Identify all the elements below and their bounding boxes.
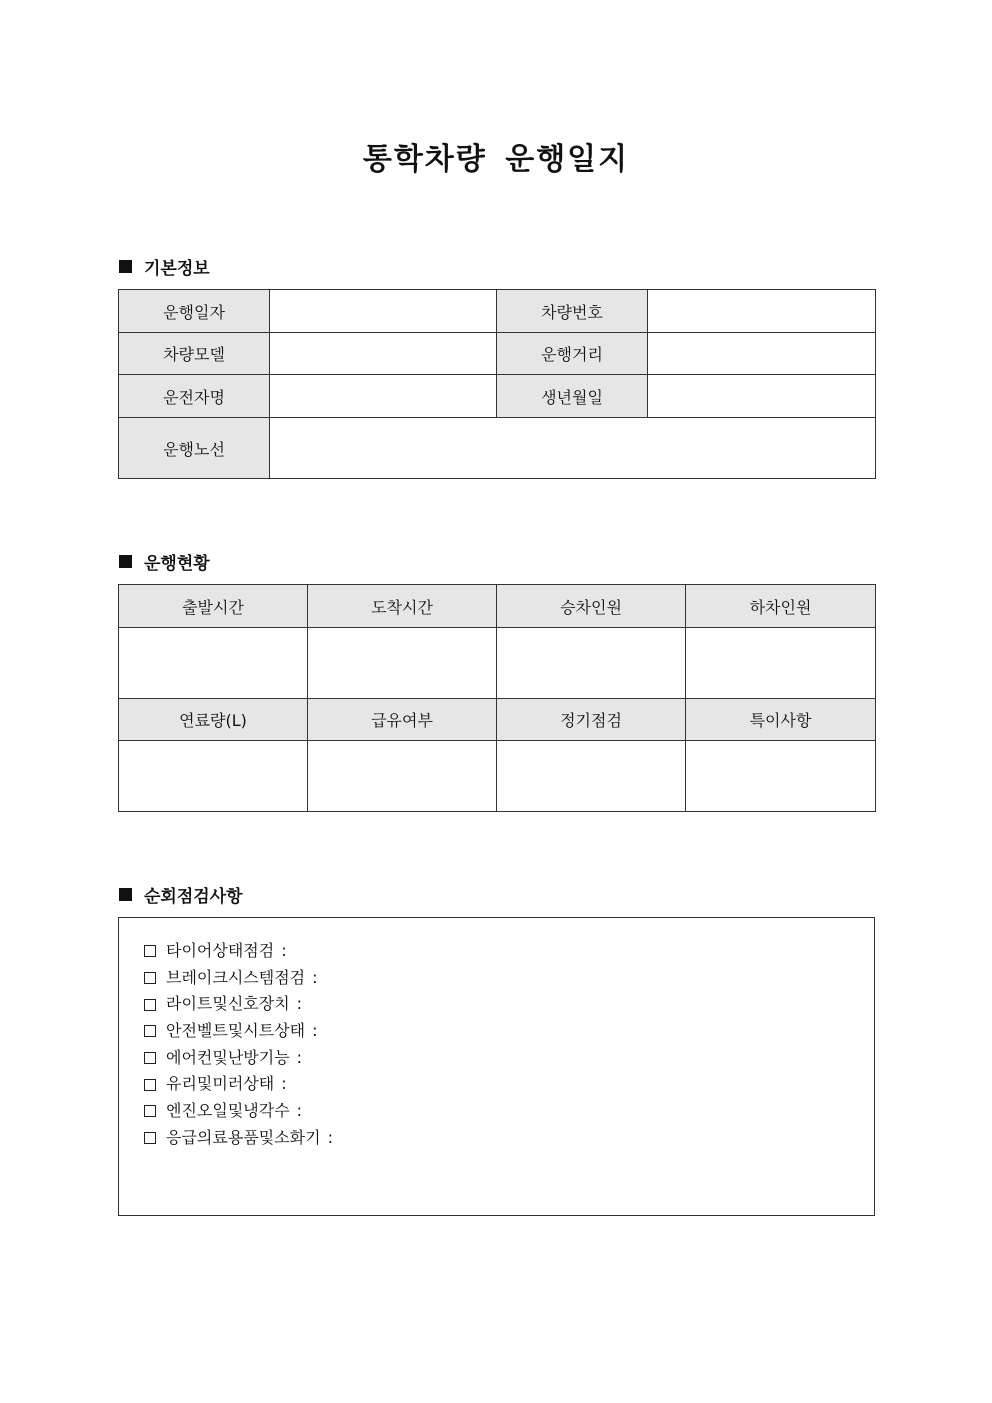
operation-heading-text: 운행현황 — [144, 554, 210, 574]
label-vehicle-model: 차량모델 — [119, 333, 270, 375]
vehicle-number-field[interactable] — [648, 290, 876, 333]
inspection-checklist-panel — [118, 917, 875, 1216]
birth-date-field[interactable] — [648, 375, 876, 418]
regular-inspection-field[interactable] — [497, 741, 686, 812]
header-alighting-count: 하차인원 — [686, 585, 876, 628]
table-row — [119, 741, 876, 812]
checklist-item-lights — [144, 991, 874, 1018]
checklist-item-seatbelt — [144, 1018, 874, 1045]
header-refuel-status: 급유여부 — [308, 699, 497, 741]
square-bullet-icon — [119, 260, 132, 273]
header-departure-time: 출발시간 — [119, 585, 308, 628]
departure-time-field[interactable] — [119, 628, 308, 699]
checklist-item-label: 라이트및신호장치 — [166, 994, 290, 1014]
checkbox[interactable] — [144, 999, 156, 1011]
boarding-count-field[interactable] — [497, 628, 686, 699]
route-field[interactable] — [270, 418, 876, 479]
checklist-separator: : — [327, 1127, 333, 1147]
checklist-item-engine-oil — [144, 1098, 874, 1125]
drive-distance-field[interactable] — [648, 333, 876, 375]
arrival-time-field[interactable] — [308, 628, 497, 699]
checklist-item-tire — [144, 938, 874, 965]
table-row — [119, 375, 876, 418]
checklist-item-label: 엔진오일및냉각수 — [166, 1101, 290, 1121]
table-row — [119, 699, 876, 741]
checklist-separator: : — [296, 994, 303, 1014]
checklist-separator: : — [281, 1074, 287, 1094]
inspection-checklist — [119, 918, 874, 1152]
table-row — [119, 418, 876, 479]
checkbox[interactable] — [144, 1052, 156, 1064]
driver-name-field[interactable] — [270, 375, 497, 418]
checklist-item-label: 응급의료용품및소화기 — [166, 1127, 321, 1147]
header-fuel-amount: 연료량(L) — [119, 699, 308, 741]
table-row — [119, 628, 876, 699]
checklist-item-first-aid — [144, 1125, 874, 1152]
label-driver-name: 운전자명 — [119, 375, 270, 418]
basic-info-table — [118, 289, 876, 479]
label-drive-date: 운행일자 — [119, 290, 270, 333]
checklist-item-label: 에어컨및난방기능 — [166, 1047, 290, 1067]
operation-table — [118, 584, 876, 812]
label-route: 운행노선 — [119, 418, 270, 479]
label-birth-date: 생년월일 — [497, 375, 648, 418]
drive-date-field[interactable] — [270, 290, 497, 333]
page-title: 통학차량 운행일지 — [362, 142, 630, 177]
square-bullet-icon — [119, 888, 132, 901]
table-row — [119, 585, 876, 628]
checkbox[interactable] — [144, 972, 156, 984]
header-remarks: 특이사항 — [686, 699, 876, 741]
label-drive-distance: 운행거리 — [497, 333, 648, 375]
checkbox[interactable] — [144, 1025, 156, 1037]
vehicle-model-field[interactable] — [270, 333, 497, 375]
checklist-item-label: 브레이크시스템점검 — [166, 967, 306, 987]
checkbox[interactable] — [144, 1105, 156, 1117]
alighting-count-field[interactable] — [686, 628, 876, 699]
checklist-separator: : — [281, 941, 287, 960]
checklist-item-aircon — [144, 1045, 874, 1072]
checklist-item-label: 유리및미러상태 — [166, 1074, 275, 1094]
checklist-separator: : — [312, 967, 318, 987]
header-boarding-count: 승차인원 — [497, 585, 686, 628]
table-row — [119, 333, 876, 375]
header-arrival-time: 도착시간 — [308, 585, 497, 628]
header-regular-inspection: 정기점검 — [497, 699, 686, 741]
checklist-item-label: 타이어상태점검 — [166, 941, 275, 960]
checklist-item-glass — [144, 1071, 874, 1098]
checklist-item-brake — [144, 965, 874, 992]
checklist-separator: : — [312, 1021, 318, 1041]
square-bullet-icon — [119, 555, 132, 568]
basic-info-heading-text: 기본정보 — [144, 259, 210, 279]
checklist-separator: : — [296, 1101, 303, 1121]
fuel-amount-field[interactable] — [119, 741, 308, 812]
basic-info-heading — [119, 254, 210, 279]
checkbox[interactable] — [144, 1132, 156, 1144]
inspection-heading-text: 순회점검사항 — [144, 887, 243, 907]
remarks-field[interactable] — [686, 741, 876, 812]
checkbox[interactable] — [144, 945, 156, 957]
inspection-heading — [119, 882, 243, 907]
operation-heading — [119, 549, 210, 574]
checkbox[interactable] — [144, 1079, 156, 1091]
checklist-separator: : — [296, 1047, 303, 1067]
checklist-item-label: 안전벨트및시트상태 — [166, 1021, 306, 1041]
refuel-status-field[interactable] — [308, 741, 497, 812]
label-vehicle-number: 차량번호 — [497, 290, 648, 333]
table-row — [119, 290, 876, 333]
